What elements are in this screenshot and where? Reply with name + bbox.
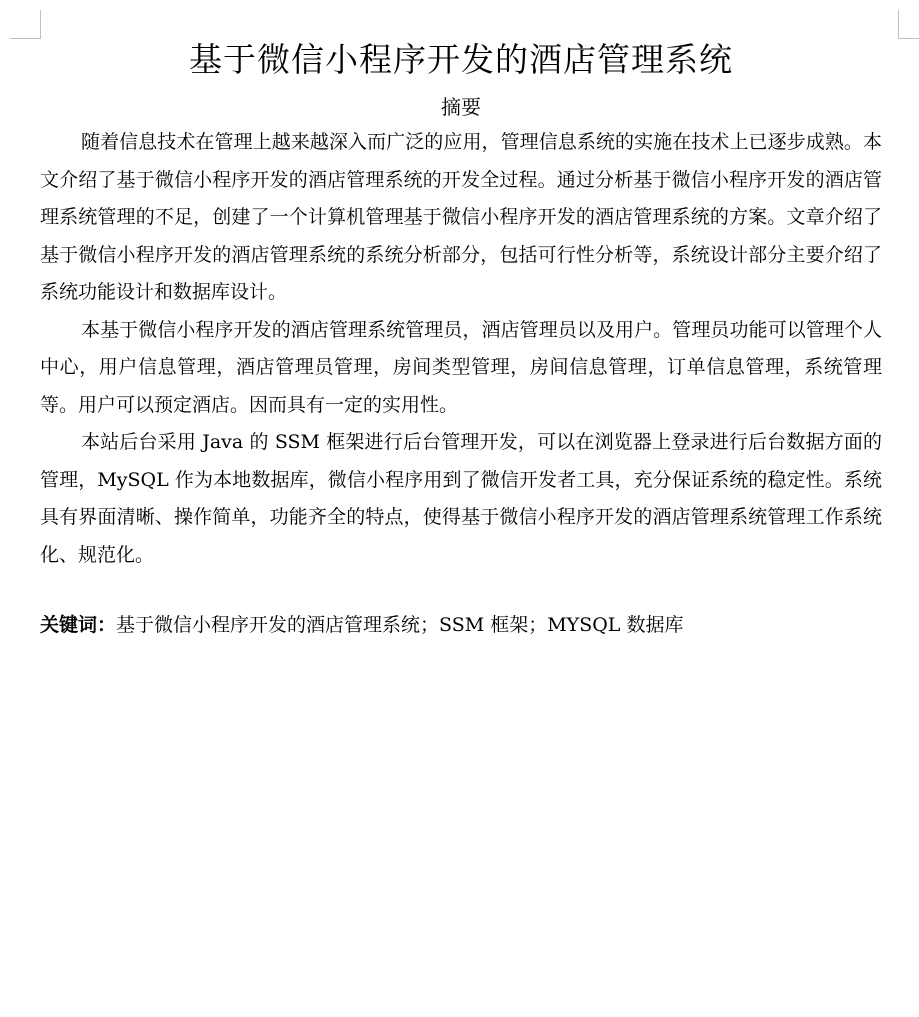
keywords-label: 关键词： <box>40 614 117 636</box>
page-corner-mark-top-right <box>898 10 919 39</box>
document-page <box>40 36 882 640</box>
abstract-heading: 摘要 <box>441 95 481 119</box>
document-title: 基于微信小程序开发的酒店管理系统 <box>189 40 733 79</box>
keywords-line <box>40 610 882 640</box>
abstract-paragraph-3: 本站后台采用 Java 的 SSM 框架进行后台管理开发，可以在浏览器上登录进行后台数据方面的管理，MySQL 作为本地数据库，微信小程序用到了微信开发者工具，充分保证系统的稳定性。系统具有界面清晰、操作简单，功能齐全的特点，使得基于微信小程序开发的酒店管理系统管理工作系统化、规范化。 <box>40 431 882 566</box>
keywords-text: 基于微信小程序开发的酒店管理系统；SSM 框架；MYSQL 数据库 <box>116 614 684 636</box>
abstract-paragraph-2: 本基于微信小程序开发的酒店管理系统管理员，酒店管理员以及用户。管理员功能可以管理个人中心，用户信息管理，酒店管理员管理，房间类型管理，房间信息管理，订单信息管理，系统管理等。用户可以预定酒店。因而具有一定的实用性。 <box>40 318 882 416</box>
page-corner-mark-top-left <box>10 10 41 39</box>
abstract-paragraph-1: 随着信息技术在管理上越来越深入而广泛的应用，管理信息系统的实施在技术上已逐步成熟。本文介绍了基于微信小程序开发的酒店管理系统的开发全过程。通过分析基于微信小程序开发的酒店管理系统管理的不足，创建了一个计算机管理基于微信小程序开发的酒店管理系统的方案。文章介绍了基于微信小程序开发的酒店管理系统的系统分析部分，包括可行性分析等，系统设计部分主要介绍了系统功能设计和数据库设计。 <box>40 131 882 303</box>
